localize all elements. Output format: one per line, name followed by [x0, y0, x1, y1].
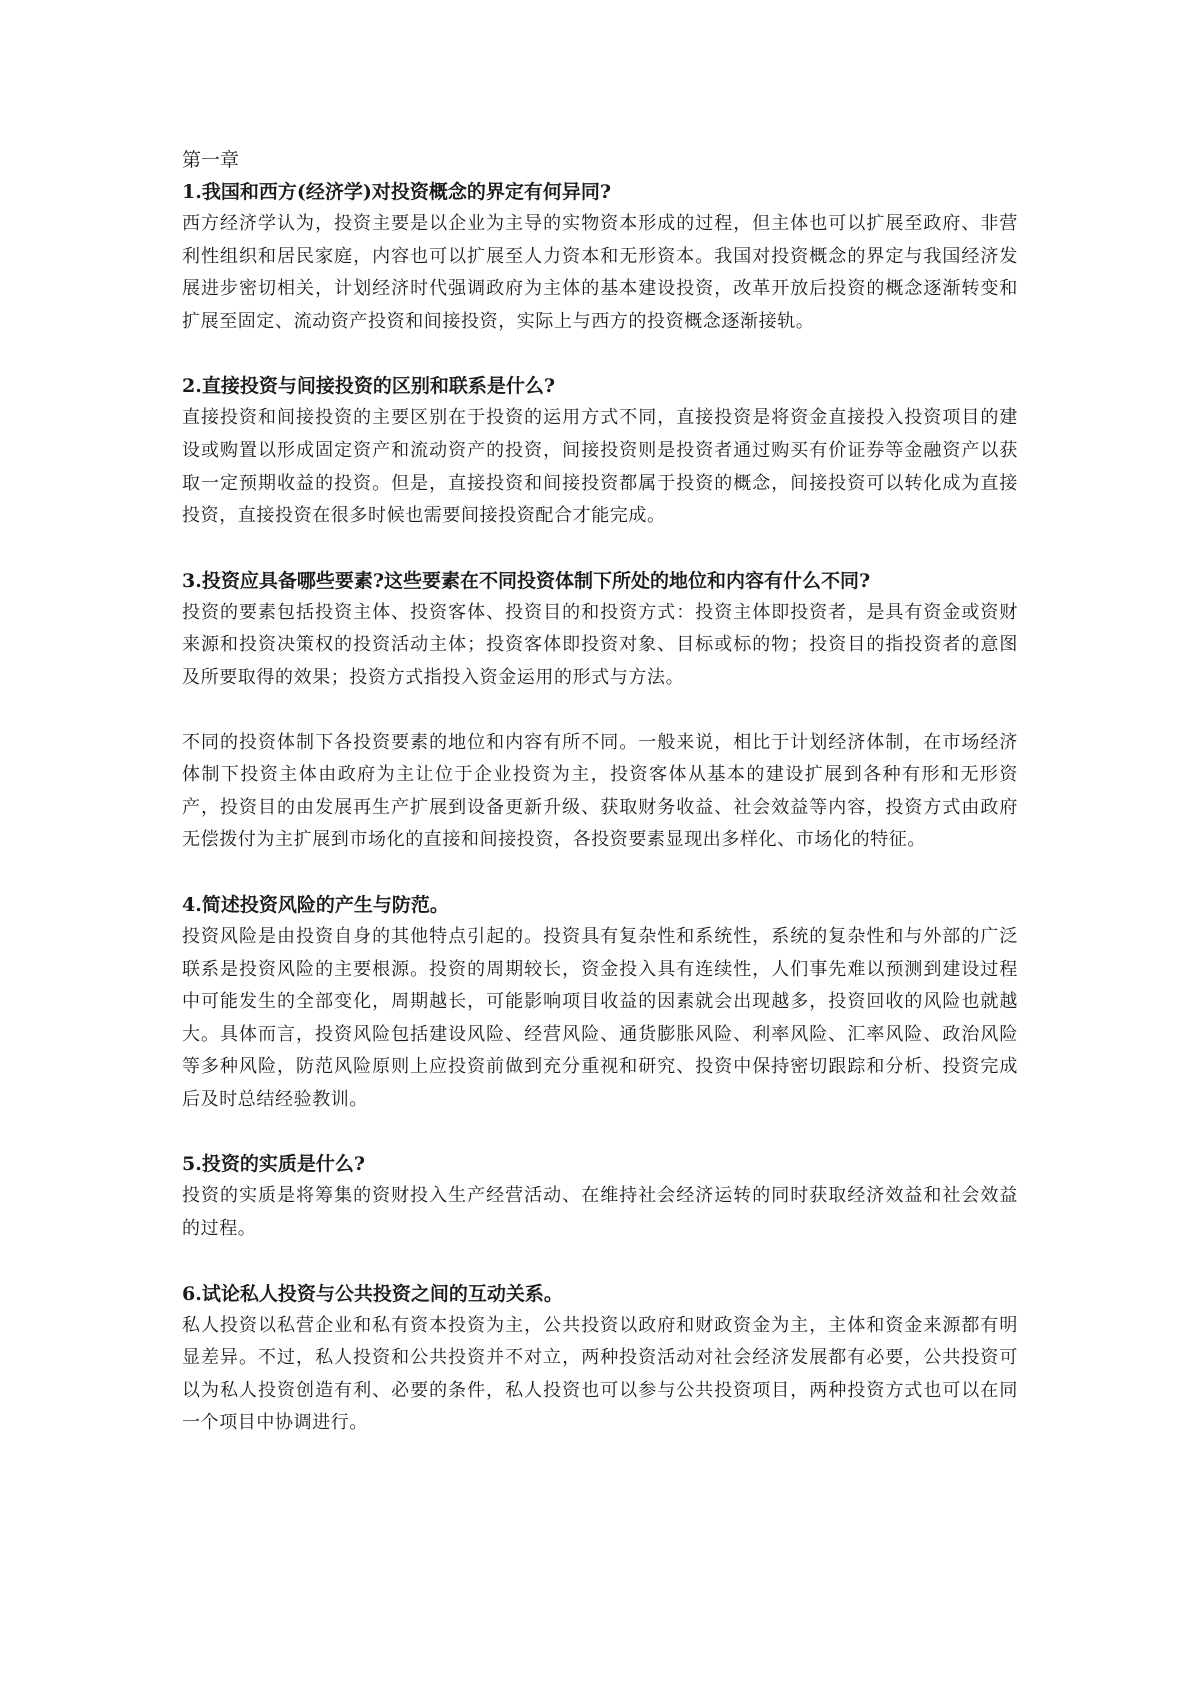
section-spacer	[182, 533, 1018, 565]
qa-section-1	[182, 176, 1018, 338]
document-page	[182, 144, 1018, 1440]
qa-section-6	[182, 1278, 1018, 1440]
question-heading: 5.投资的实质是什么?	[182, 1153, 365, 1176]
answer-paragraph: 直接投资和间接投资的主要区别在于投资的运用方式不同，直接投资是将资金直接投入投资项目的建设或购置以形成固定资产和流动资产的投资，间接投资则是投资者通过购买有价证券等金融资产以获取一定预期收益的投资。但是，直接投资和间接投资都属于投资的概念，间接投资可以转化成为直接投资，直接投资在很多时候也需要间接投资配合才能完成。	[182, 407, 1018, 527]
qa-section-3	[182, 565, 1018, 857]
chapter-title: 第一章	[182, 149, 240, 171]
answer-paragraph: 不同的投资体制下各投资要素的地位和内容有所不同。一般来说，相比于计划经济体制，在市场经济体制下投资主体由政府为主让位于企业投资为主，投资客体从基本的建设扩展到各种有形和无形资产，投资目的由发展再生产扩展到设备更新升级、获取财务收益、社会效益等内容，投资方式由政府无偿拨付为主扩展到市场化的直接和间接投资，各投资要素显现出多样化、市场化的特征。	[182, 731, 1018, 851]
answer-paragraph: 投资风险是由投资自身的其他特点引起的。投资具有复杂性和系统性，系统的复杂性和与外部的广泛联系是投资风险的主要根源。投资的周期较长，资金投入具有连续性，人们事先难以预测到建设过程中可能发生的全部变化，周期越长，可能影响项目收益的因素就会出现越多，投资回收的风险也就越大。具体而言，投资风险包括建设风险、经营风险、通货膨胀风险、利率风险、汇率风险、政治风险等多种风险，防范风险原则上应投资前做到充分重视和研究、投资中保持密切跟踪和分析、投资完成后及时总结经验教训。	[182, 925, 1018, 1110]
answer-paragraph: 投资的要素包括投资主体、投资客体、投资目的和投资方式：投资主体即投资者，是具有资金或资财来源和投资决策权的投资活动主体；投资客体即投资对象、目标或标的物；投资目的指投资者的意图及所要取得的效果；投资方式指投入资金运用的形式与方法。	[182, 601, 1018, 688]
section-spacer	[182, 1246, 1018, 1278]
question-heading: 1.我国和西方(经济学)对投资概念的界定有何异同?	[182, 181, 611, 203]
qa-section-4	[182, 889, 1018, 1117]
answer-paragraph: 私人投资以私营企业和私有资本投资为主，公共投资以政府和财政资金为主，主体和资金来源都有明显差异。不过，私人投资和公共投资并不对立，两种投资活动对社会经济发展都有必要，公共投资可以为私人投资创造有利、必要的条件，私人投资也可以参与公共投资项目，两种投资方式也可以在同一个项目中协调进行。	[182, 1314, 1018, 1434]
answer-paragraph: 投资的实质是将筹集的资财投入生产经营活动、在维持社会经济运转的同时获取经济效益和社会效益的过程。	[182, 1185, 1018, 1240]
question-heading: 3.投资应具备哪些要素?这些要素在不同投资体制下所处的地位和内容有什么不同?	[182, 569, 871, 592]
question-heading: 4.简述投资风险的产生与防范。	[182, 893, 449, 916]
answer-paragraph: 西方经济学认为，投资主要是以企业为主导的实物资本形成的过程，但主体也可以扩展至政府、非营利性组织和居民家庭，内容也可以扩展至人力资本和无形资本。我国对投资概念的界定与我国经济发展进步密切相关，计划经济时代强调政府为主体的基本建设投资，改革开放后投资的概念逐渐转变和扩展至固定、流动资产投资和间接投资，实际上与西方的投资概念逐渐接轨。	[182, 213, 1018, 332]
section-spacer	[182, 857, 1018, 889]
qa-section-5	[182, 1148, 1018, 1245]
section-spacer	[182, 1116, 1018, 1148]
section-spacer	[182, 338, 1018, 370]
question-heading: 6.试论私人投资与公共投资之间的互动关系。	[182, 1282, 563, 1305]
question-heading: 2.直接投资与间接投资的区别和联系是什么?	[182, 375, 555, 398]
qa-section-2	[182, 370, 1018, 532]
